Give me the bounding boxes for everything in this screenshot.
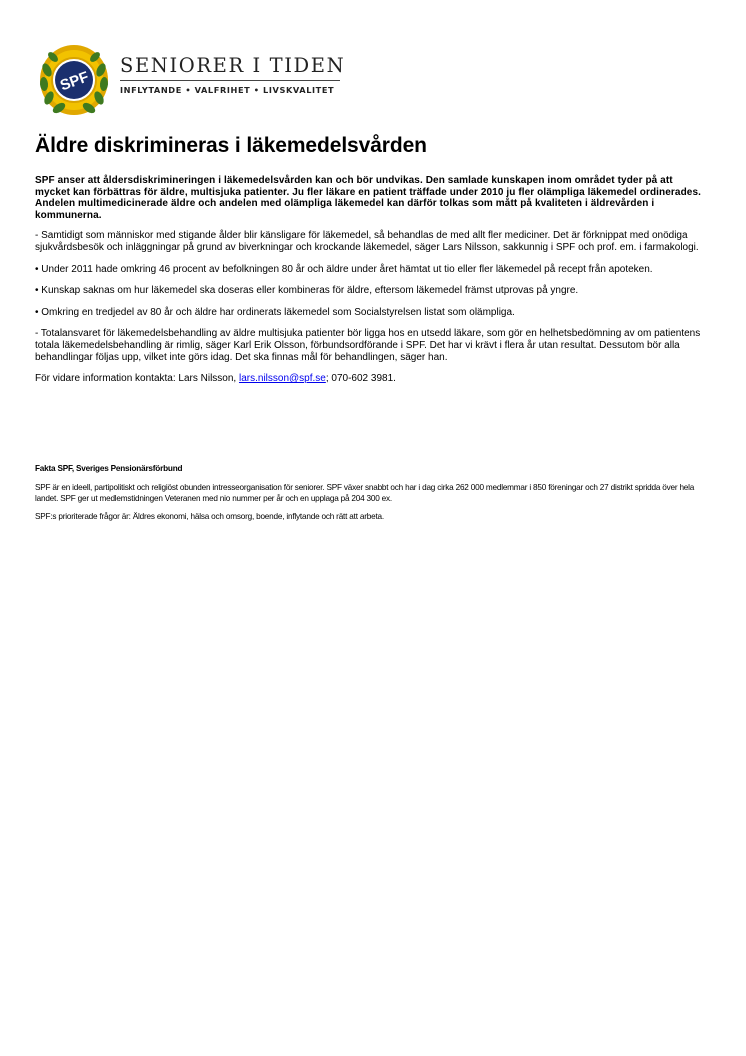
article-bullet: • Kunskap saknas om hur läkemedel ska doseras eller kombineras för äldre, eftersom läkemedel främst utprovas på yngre. [35, 285, 579, 297]
article [35, 133, 707, 395]
article-lead: SPF anser att åldersdiskrimineringen i läkemedelsvården kan och bör undvikas. Den samlade kunskapen inom området tyder på att mycket kan förbättras för äldre, multisjuka patienter. Ju fler läkare en patient träffade under 2010 ju fler olämpliga läkemedel ordinerades. Andelen multimedicinerade äldre och andelen med olämpliga läkemedel kan därför tolkas som mått på kvaliteten i äldrevården i kommunerna. [35, 175, 701, 221]
org-name: SENIORER I TIDEN [120, 54, 346, 77]
facts-paragraph: SPF är en ideell, partipolitiskt och religiöst obunden intresseorganisation för seniorer. SPF växer snabbt och har i dag cirka 262 000 medlemmar i 850 föreningar och 27 distrikt spridda över hela landet. SPF ger ut medlemstidningen Veteranen med nio nummer per år och en upplaga på 204 300 ex. [35, 483, 695, 504]
logo-wordmark [120, 54, 346, 95]
contact-email-link[interactable]: lars.nilsson@spf.se [238, 373, 326, 385]
header [36, 40, 356, 120]
article-title: Äldre diskrimineras i läkemedelsvården [35, 134, 427, 157]
facts-paragraph: SPF:s prioriterade frågor är: Äldres ekonomi, hälsa och omsorg, boende, inflytande och rätt att arbeta. [35, 511, 384, 521]
article-bullet: • Omkring en tredjedel av 80 år och äldre har ordinerats läkemedel som Socialstyrelsen listat som olämpliga. [35, 306, 515, 318]
contact-prefix: För vidare information kontakta: Lars Nilsson, [35, 373, 239, 385]
facts-section [35, 464, 707, 528]
article-paragraph: - Samtidigt som människor med stigande ålder blir känsligare för läkemedel, så behandlas de med allt fler mediciner. Det är förknippat med onödiga sjukvårdsbesök och inläggningar på grund av biverkningar och krockande läkemedel, säger Lars Nilsson, sakkunnig i SPF och prof. em. i farmakologi. [35, 230, 699, 253]
logo-divider [120, 80, 340, 81]
article-paragraph: - Totalansvaret för läkemedelsbehandling av äldre multisjuka patienter bör ligga hos en utsedd läkare, som gör en helhetsbedömning av om patientens totala läkemedelsbehandling är rimlig, säger Karl Erik Olsson, förbundsordförande i SPF. Det har vi krävt i flera år utan resultat. Dessutom bör alla behandlingar följas upp, vilket inte görs idag. Det ska finnas mål för behandlingen, säger han. [35, 328, 701, 363]
contact-line [35, 373, 707, 385]
org-tagline: INFLYTANDE • VALFRIHET • LIVSKVALITET [120, 85, 335, 95]
logo-letters: SPF [57, 68, 92, 95]
contact-suffix: ; 070-602 3981. [325, 373, 396, 385]
facts-title: Fakta SPF, Sveriges Pensionärsförbund [35, 464, 183, 473]
article-bullet: • Under 2011 hade omkring 46 procent av befolkningen 80 år och äldre under året hämtat ut tio eller fler läkemedel på recept från apoteken. [35, 263, 653, 275]
spf-laurel-logo [36, 40, 112, 118]
